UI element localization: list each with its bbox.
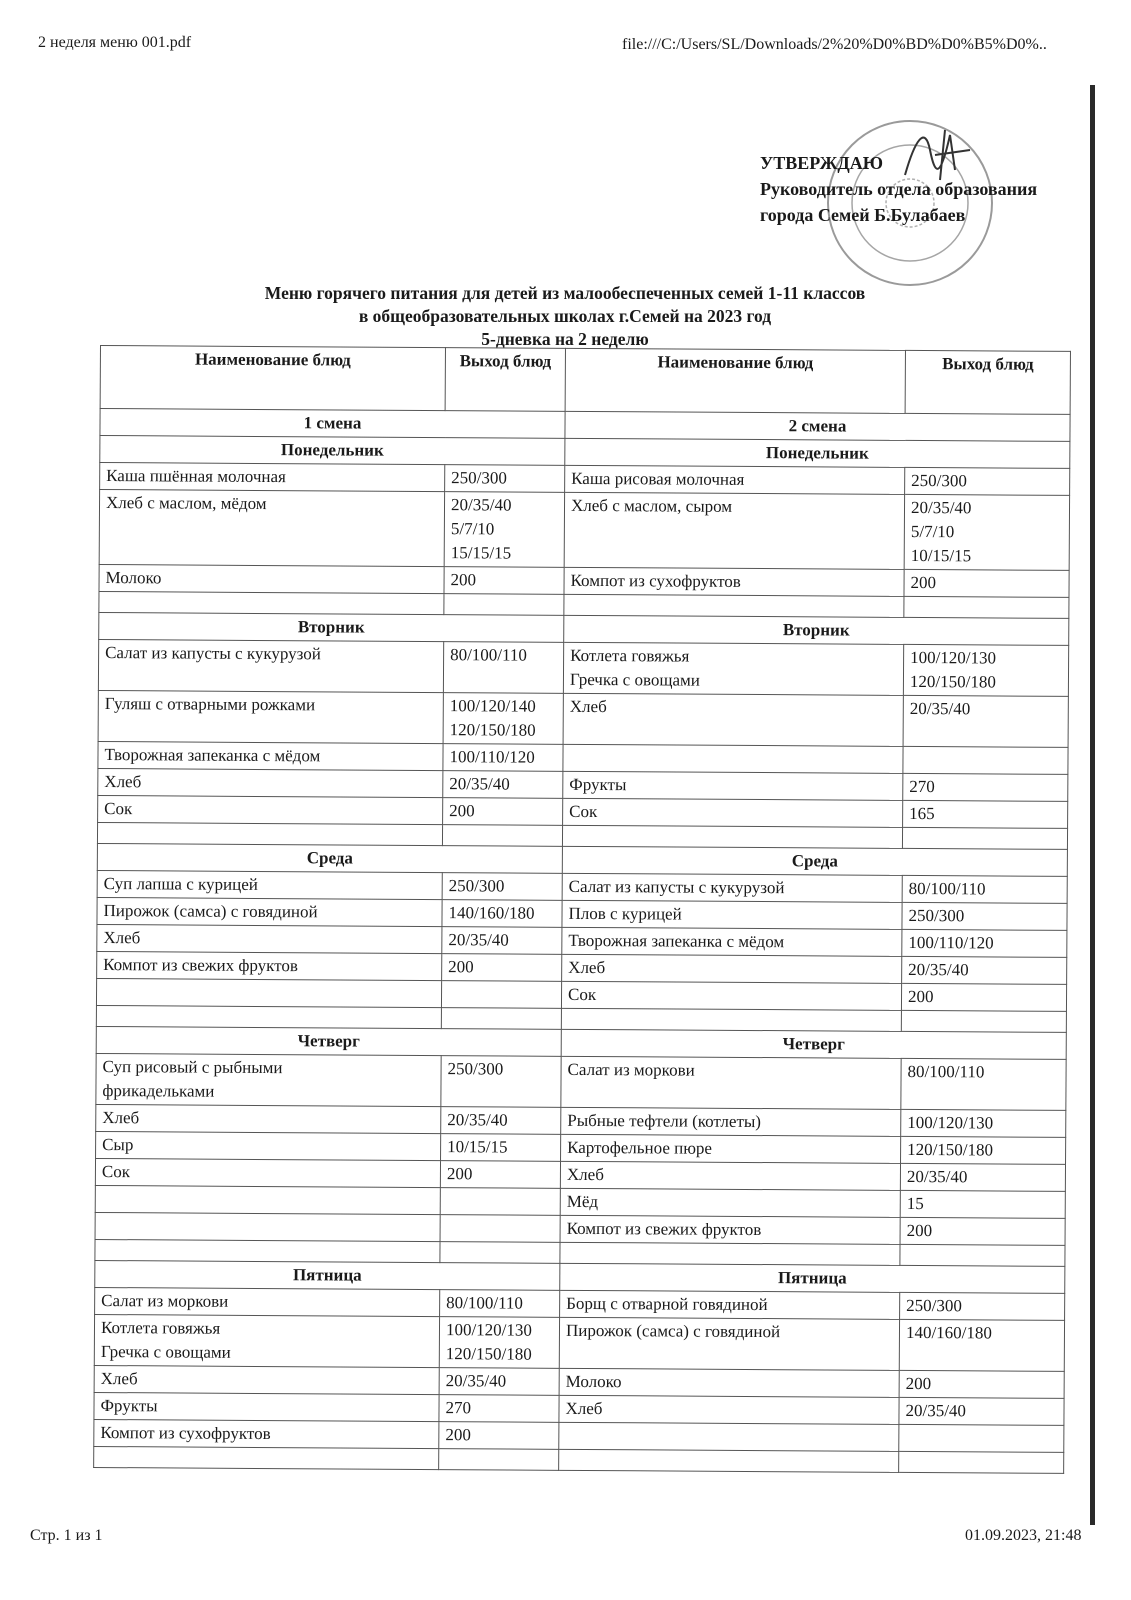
dish-name-left: Сок [95,1158,440,1187]
dish-portion-left: 140/160/180 [442,900,562,928]
day-label-right: Пятница [560,1263,1065,1293]
dish-portion-right: 200 [900,1217,1065,1245]
dish-portion-right: 250/300 [905,467,1070,495]
dish-portion-right: 250/300 [900,1292,1065,1320]
dish-name-right: Хлеб [562,954,902,983]
dish-name-right [563,744,903,773]
table-header-row [100,346,1070,415]
dish-portion-right: 200 [899,1370,1064,1398]
empty-cell [902,827,1067,849]
dish-name-right: Хлеб [559,1395,899,1424]
dish-name-left: Салат из капусты с кукурузой [98,639,443,692]
day-label-right: Вторник [564,615,1069,645]
empty-cell [561,1008,901,1031]
empty-cell [440,1242,560,1264]
dish-name-right [559,1422,899,1451]
dish-portion-right: 80/100/110 [902,875,1067,903]
dish-name-left: Пирожок (самса) с говядиной [97,897,442,926]
dish-portion-right: 140/160/180 [899,1319,1064,1371]
dish-portion-left: 250/300 [442,873,562,901]
dish-portion-left [440,1188,560,1216]
menu-table [93,345,1071,1474]
day-label-left: Понедельник [100,436,565,466]
dish-name-left: Салат из моркови [95,1287,440,1316]
dish-portion-left: 20/35/40 [442,927,562,955]
empty-cell [560,1242,900,1265]
dish-name-left: Хлеб [97,924,442,953]
day-label-right: Понедельник [565,438,1070,468]
column-header-dish-right: Наименование блюд [565,348,905,413]
day-label-left: Среда [97,843,562,873]
empty-cell [904,596,1069,618]
dish-name-right: Каша рисовая молочная [565,465,905,494]
dish-portion-left: 100/110/120 [443,744,563,772]
dish-name-left: Хлеб [94,1365,439,1394]
file-url: file:///C:/Users/SL/Downloads/2%20%D0%BD%D0%B5%D0%.. [622,36,1047,53]
empty-cell [901,1010,1066,1032]
scan-edge-shadow [1090,85,1095,1525]
title-line-3: 5-дневка на 2 неделю [481,329,649,349]
dish-portion-right: 200 [904,569,1069,597]
dish-portion-left: 100/120/140 120/150/180 [443,693,563,745]
day-label-right: Среда [562,846,1067,876]
empty-cell [444,594,564,616]
dish-portion-right: 100/120/130 120/150/180 [903,644,1068,696]
dish-name-left: Каша пшённая молочная [100,463,445,492]
dish-portion-right [899,1424,1064,1452]
dish-portion-left: 80/100/110 [440,1290,560,1318]
dish-name-right: Хлеб [563,693,903,746]
dish-portion-left: 80/100/110 [443,642,563,694]
empty-cell [899,1451,1064,1473]
document-title [150,282,980,351]
day-label-left: Вторник [99,612,564,642]
pdf-file-name: 2 неделя меню 001.pdf [38,34,192,51]
shift-1-label: 1 смена [100,409,565,439]
table-row [98,639,1068,696]
title-line-1: Меню горячего питания для детей из малообеспеченных семей 1-11 классов [264,283,866,303]
dish-name-right: Салат из капусты с кукурузой [562,873,902,902]
dish-name-right: Фрукты [563,771,903,800]
dish-name-left [95,1185,440,1214]
dish-name-right: Картофельное пюре [561,1134,901,1163]
dish-name-right: Салат из моркови [561,1056,901,1109]
dish-name-right: Молоко [559,1368,899,1397]
dish-portion-right: 200 [901,983,1066,1011]
dish-portion-right: 100/120/130 [901,1109,1066,1137]
dish-portion-right: 165 [903,800,1068,828]
dish-name-right: Борщ с отварной говядиной [560,1290,900,1319]
dish-portion-right: 15 [900,1190,1065,1218]
dish-portion-right: 20/35/40 [899,1397,1064,1425]
dish-portion-right: 20/35/40 [900,1163,1065,1191]
shift-2-label: 2 смена [565,411,1070,441]
dish-name-right: Хлеб с маслом, сыром [564,492,904,569]
empty-cell [99,591,444,614]
dish-portion-left: 200 [443,798,563,826]
empty-cell [562,825,902,848]
dish-portion-left [441,981,561,1009]
dish-portion-left: 20/35/40 [443,771,563,799]
dish-portion-left: 250/300 [441,1056,561,1108]
title-line-2: в общеобразовательных школах г.Семей на 2023 год [358,306,772,326]
dish-portion-right: 20/35/40 [902,956,1067,984]
dish-name-right: Компот из свежих фруктов [560,1215,900,1244]
table-row [98,690,1068,747]
dish-name-left: Фрукты [94,1392,439,1421]
dish-name-right: Котлета говяжья Гречка с овощами [563,642,903,695]
dish-name-left: Сыр [96,1131,441,1160]
dish-portion-left: 20/35/40 5/7/10 15/15/15 [444,492,564,568]
dish-name-right: Хлеб [560,1161,900,1190]
dish-name-left [96,978,441,1007]
dish-name-left: Компот из сухофруктов [94,1419,439,1448]
dish-portion-left: 200 [439,1422,559,1450]
dish-portion-right [903,746,1068,774]
dish-name-right: Сок [561,981,901,1010]
empty-cell [900,1244,1065,1266]
approval-title: УТВЕРЖДАЮ [760,153,884,173]
dish-portion-right: 20/35/40 5/7/10 10/15/15 [904,494,1069,570]
dish-portion-left: 20/35/40 [441,1107,561,1135]
dish-portion-left: 100/120/130 120/150/180 [439,1317,559,1369]
dish-portion-right: 250/300 [902,902,1067,930]
approval-position: Руководитель отдела образования [760,179,1038,199]
empty-cell [564,594,904,617]
dish-name-right: Компот из сухофруктов [564,567,904,596]
approval-signatory: города Семей Б.Булабаев [760,205,966,225]
column-header-qty-right: Выход блюд [905,350,1070,414]
empty-cell [96,1005,441,1028]
dish-portion-left: 200 [442,954,562,982]
dish-portion-left: 200 [444,567,564,595]
dish-name-left: Хлеб с маслом, мёдом [99,490,444,567]
dish-portion-right: 100/110/120 [902,929,1067,957]
table-row [94,1314,1064,1371]
table-row [96,1053,1066,1110]
dish-portion-right: 20/35/40 [903,695,1068,747]
dish-name-left: Суп рисовый с рыбными фрикадельками [96,1053,441,1106]
dish-portion-left: 10/15/15 [441,1134,561,1162]
dish-name-right: Пирожок (самса) с говядиной [559,1317,899,1370]
dish-name-left: Сок [98,795,443,824]
dish-name-left: Котлета говяжья Гречка с овощами [94,1314,439,1367]
dish-name-left: Компот из свежих фруктов [97,951,442,980]
dish-portion-right: 80/100/110 [901,1058,1066,1110]
day-label-left: Четверг [96,1026,561,1056]
dish-portion-left: 200 [440,1161,560,1189]
dish-portion-right: 270 [903,773,1068,801]
page-number: Стр. 1 из 1 [30,1527,103,1544]
dish-portion-left: 250/300 [445,465,565,493]
empty-cell [94,1446,439,1469]
dish-portion-left: 20/35/40 [439,1368,559,1396]
dish-name-left: Хлеб [98,768,443,797]
empty-cell [442,825,562,847]
dish-name-left: Хлеб [96,1104,441,1133]
dish-name-right: Плов с курицей [562,900,902,929]
column-header-qty-left: Выход блюд [445,348,565,412]
dish-name-left [95,1212,440,1241]
table-row [99,490,1069,571]
empty-cell [95,1239,440,1262]
approval-block [760,150,1037,228]
day-label-left: Пятница [95,1260,560,1290]
dish-portion-right: 120/150/180 [901,1136,1066,1164]
day-label-right: Четверг [561,1029,1066,1059]
dish-name-right: Рыбные тефтели (котлеты) [561,1107,901,1136]
dish-name-right: Творожная запеканка с мёдом [562,927,902,956]
dish-name-left: Молоко [99,564,444,593]
dish-name-right: Мёд [560,1188,900,1217]
dish-portion-left: 270 [439,1395,559,1423]
print-datetime: 01.09.2023, 21:48 [965,1527,1082,1544]
dish-name-left: Творожная запеканка с мёдом [98,741,443,770]
empty-cell [559,1449,899,1472]
empty-cell [441,1008,561,1030]
empty-cell [97,822,442,845]
dish-name-left: Суп лапша с курицей [97,870,442,899]
empty-cell [439,1449,559,1471]
dish-name-left: Гуляш с отварными рожками [98,690,443,743]
dish-portion-left [440,1215,560,1243]
dish-name-right: Сок [563,798,903,827]
column-header-dish-left: Наименование блюд [100,346,445,411]
